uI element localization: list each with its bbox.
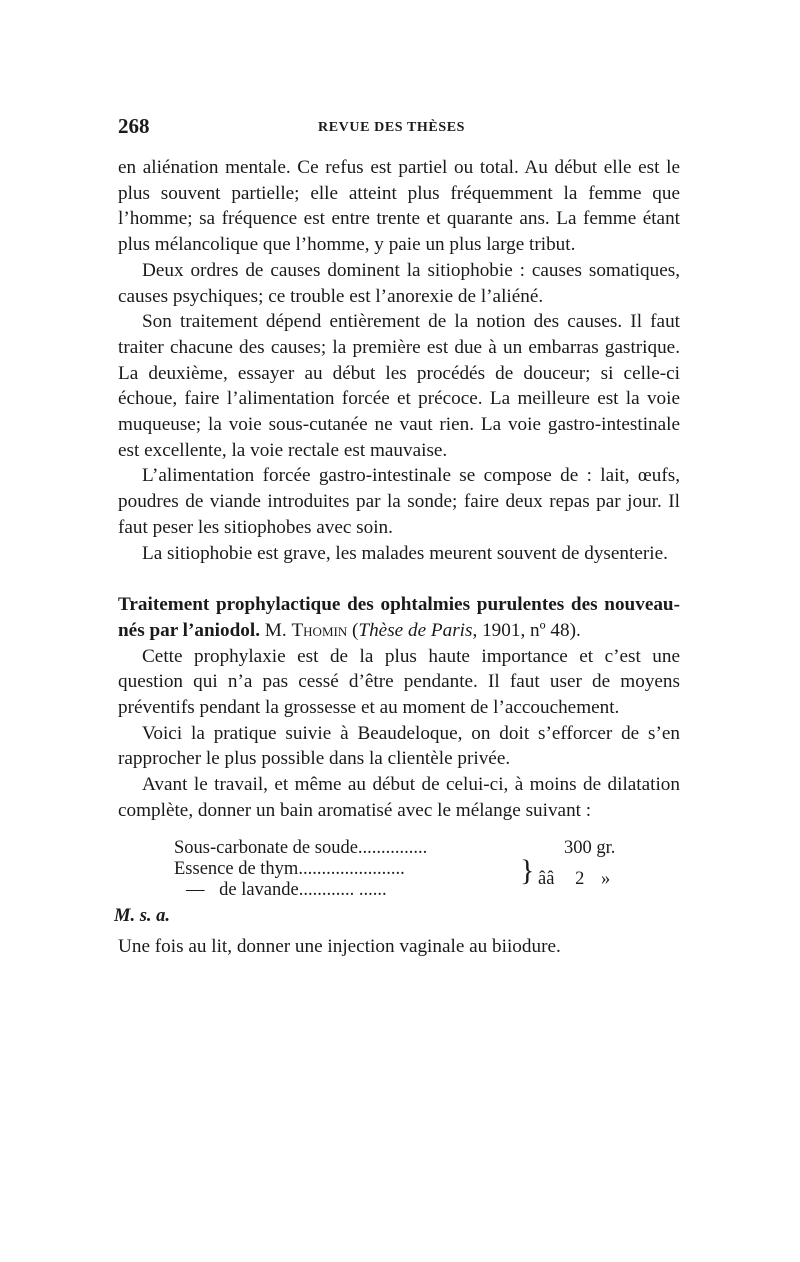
section-heading — [118, 592, 680, 643]
running-head: REVUE DES THÈSES — [318, 120, 466, 135]
ingredient-name: Sous-carbonate de soude — [174, 837, 358, 858]
closing-paragraph: Une fois au lit, donner une injection vaginale au biiodure. — [118, 935, 561, 957]
author-prefix: M. — [264, 619, 287, 641]
quantity-unit: » — [600, 868, 611, 889]
page-number: 268 — [118, 114, 150, 138]
ditto-dash: — — [186, 879, 205, 900]
citation-open: ( — [352, 619, 359, 641]
paragraph: Deux ordres de causes dominent la sitiophobie : causes somatiques, causes psychiques; ce trouble est l’anorexie de l’aliéné. — [118, 259, 680, 307]
paragraph: Son traitement dépend entièrement de la notion des causes. Il faut traiter chacune des causes; la première est due à un embarras gastrique. La deuxième, essayer au début les procédés de douceur; si celle-ci échoue, faire l’alimentation forcée et précoce. La meilleure est la voie muqueuse; la voie sous-cutanée ne vaut rien. La voie gastro-intestinale est excellente, la voie rectale est mauvaise. — [118, 311, 680, 461]
ingredient-quantity: 300 gr. — [564, 837, 616, 858]
recipe-line-1 — [174, 838, 427, 859]
paragraph: en aliénation mentale. Ce refus est partiel ou total. Au début elle est le plus souvent partielle; elle atteint plus fréquemment la femme que l’homme; sa fréquence est entre trente et quarante ans. La femme étant plus mélancolique que l’homme, y paie un plus large tribut. — [118, 157, 680, 256]
brace: } — [520, 853, 535, 887]
ingredient-name: Essence de thym — [174, 858, 299, 879]
citation-source: Thèse de Paris — [358, 619, 473, 641]
shared-quantity — [538, 869, 610, 890]
body-text — [114, 155, 680, 959]
section-gap — [118, 566, 680, 592]
paragraph: Avant le travail, et même au début de celui-ci, à moins de dilatation complète, donner un bain aromatisé avec le mélange suivant : — [118, 774, 680, 821]
paragraph: L’alimentation forcée gastro-intestinale se compose de : lait, œufs, poudres de viande introduites par la sonde; faire deux repas par jour. Il faut peser les sitiophobes avec soin. — [118, 465, 680, 538]
recipe-line-3 — [186, 880, 387, 901]
citation-rest: , 1901, nº 48). — [472, 619, 581, 641]
paragraph: La sitiophobie est grave, les malades meurent souvent de dysenterie. — [142, 542, 668, 564]
quantity-number: 2 — [575, 868, 585, 889]
leader-dots: ............ ...... — [298, 879, 387, 900]
prescription-abbrev: M. s. a. — [114, 905, 171, 926]
author-name: Thomin — [291, 619, 348, 641]
page-header — [118, 114, 683, 144]
leader-dots: ....................... — [298, 858, 405, 879]
paragraph: Voici la pratique suivie à Beaudeloque, on doit s’efforcer de s’en rapprocher le plus possible dans la clientèle privée. — [118, 722, 680, 770]
quantity-aa: ââ — [538, 868, 555, 889]
paragraph: Cette prophylaxie est de la plus haute importance et c’est une question qui n’a pas cessé d’être pendante. Il faut user de moyens préventifs pendant la grossesse et au moment de l’accouchement. — [118, 645, 680, 719]
recipe-table — [114, 837, 680, 928]
leader-dots: ............... — [357, 837, 428, 858]
ingredient-name: de lavande — [219, 879, 299, 900]
recipe-line-2 — [174, 859, 405, 880]
section-title: Traitement prophylactique des ophtalmies purulentes des nouveau-nés par l’aniodol. — [118, 594, 680, 641]
